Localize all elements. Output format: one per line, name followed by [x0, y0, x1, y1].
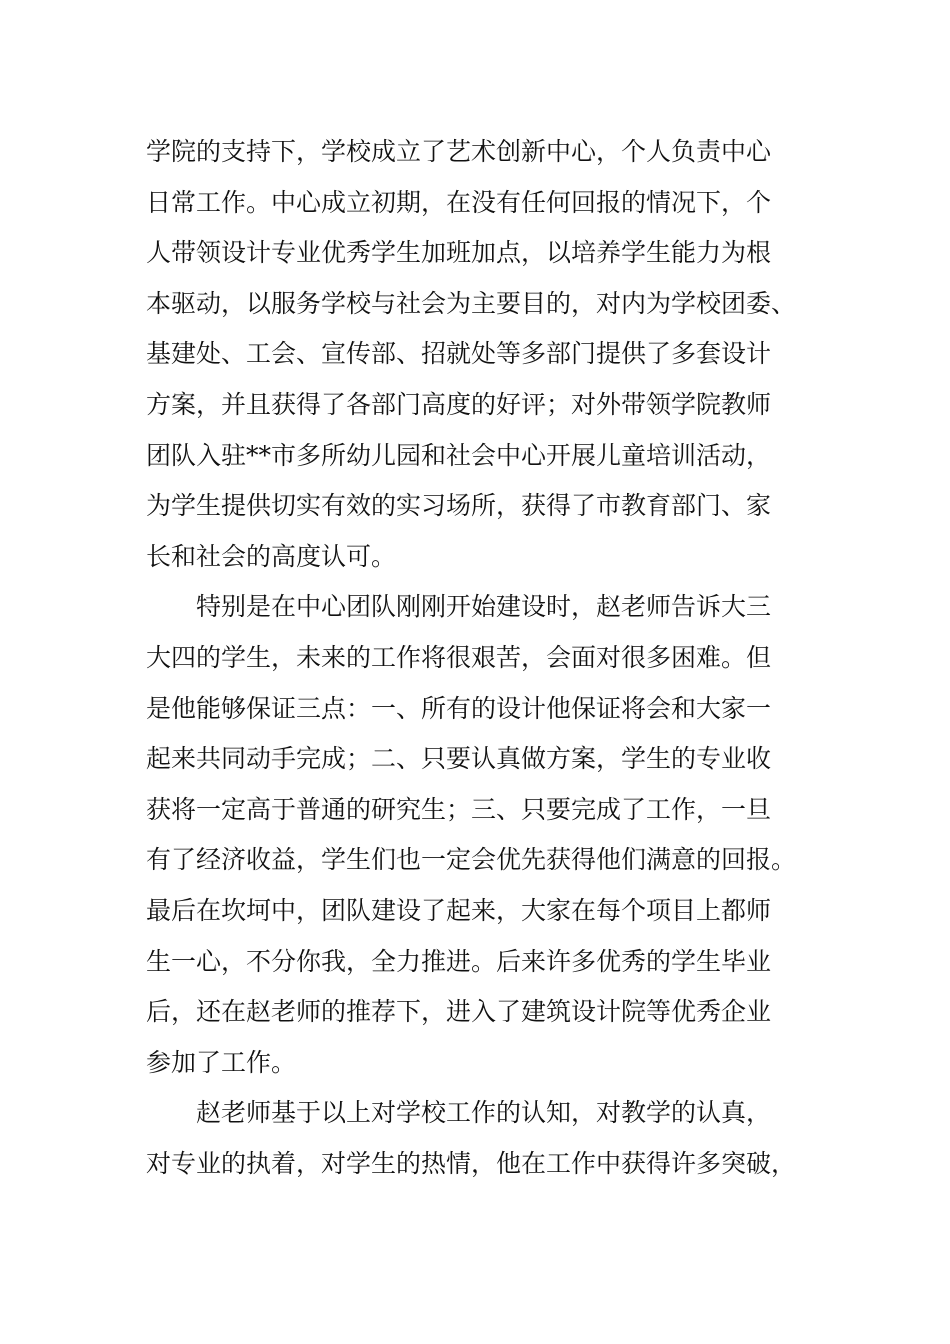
text-line: 起来共同动手完成；二、只要认真做方案，学生的专业收 [146, 744, 772, 774]
text-line: 方案，并且获得了各部门高度的好评；对外带领学院教师 [146, 389, 772, 419]
text-line: 团队入驻**市多所幼儿园和社会中心开展儿童培训活动， [146, 440, 772, 470]
text-line: 本驱动，以服务学校与社会为主要目的，对内为学校团委、 [146, 288, 797, 318]
text-line: 生一心，不分你我，全力推进。后来许多优秀的学生毕业 [146, 946, 772, 976]
text-line: 是他能够保证三点：一、所有的设计他保证将会和大家一 [146, 693, 772, 723]
text-line: 后，还在赵老师的推荐下，进入了建筑设计院等优秀企业 [146, 997, 772, 1027]
text-line: 基建处、工会、宣传部、招就处等多部门提供了多套设计 [146, 339, 772, 369]
text-line: 对专业的执着，对学生的热情，他在工作中获得许多突破， [146, 1148, 797, 1178]
text-line: 获将一定高于普通的研究生；三、只要完成了工作，一旦 [146, 794, 772, 824]
text-line: 为学生提供切实有效的实习场所，获得了市教育部门、家 [146, 491, 772, 521]
text-line: 学院的支持下，学校成立了艺术创新中心，个人负责中心 [146, 137, 772, 166]
text-line: 有了经济收益，学生们也一定会优先获得他们满意的回报。 [146, 845, 797, 875]
document-body [146, 127, 806, 1189]
text-line: 大四的学生，未来的工作将很艰苦，会面对很多困难。但 [146, 642, 772, 672]
text-line: 参加了工作。 [146, 1047, 297, 1077]
paragraph-first-line: 赵老师基于以上对学校工作的认知，对教学的认真， [196, 1098, 772, 1128]
text-line: 长和社会的高度认可。 [146, 541, 397, 571]
text-line: 最后在坎坷中，团队建设了起来，大家在每个项目上都师 [146, 895, 772, 925]
text-line: 日常工作。中心成立初期，在没有任何回报的情况下，个 [146, 187, 772, 217]
paragraph-first-line: 特别是在中心团队刚刚开始建设时，赵老师告诉大三 [196, 592, 772, 622]
text-line: 人带领设计专业优秀学生加班加点，以培养学生能力为根 [146, 238, 772, 268]
